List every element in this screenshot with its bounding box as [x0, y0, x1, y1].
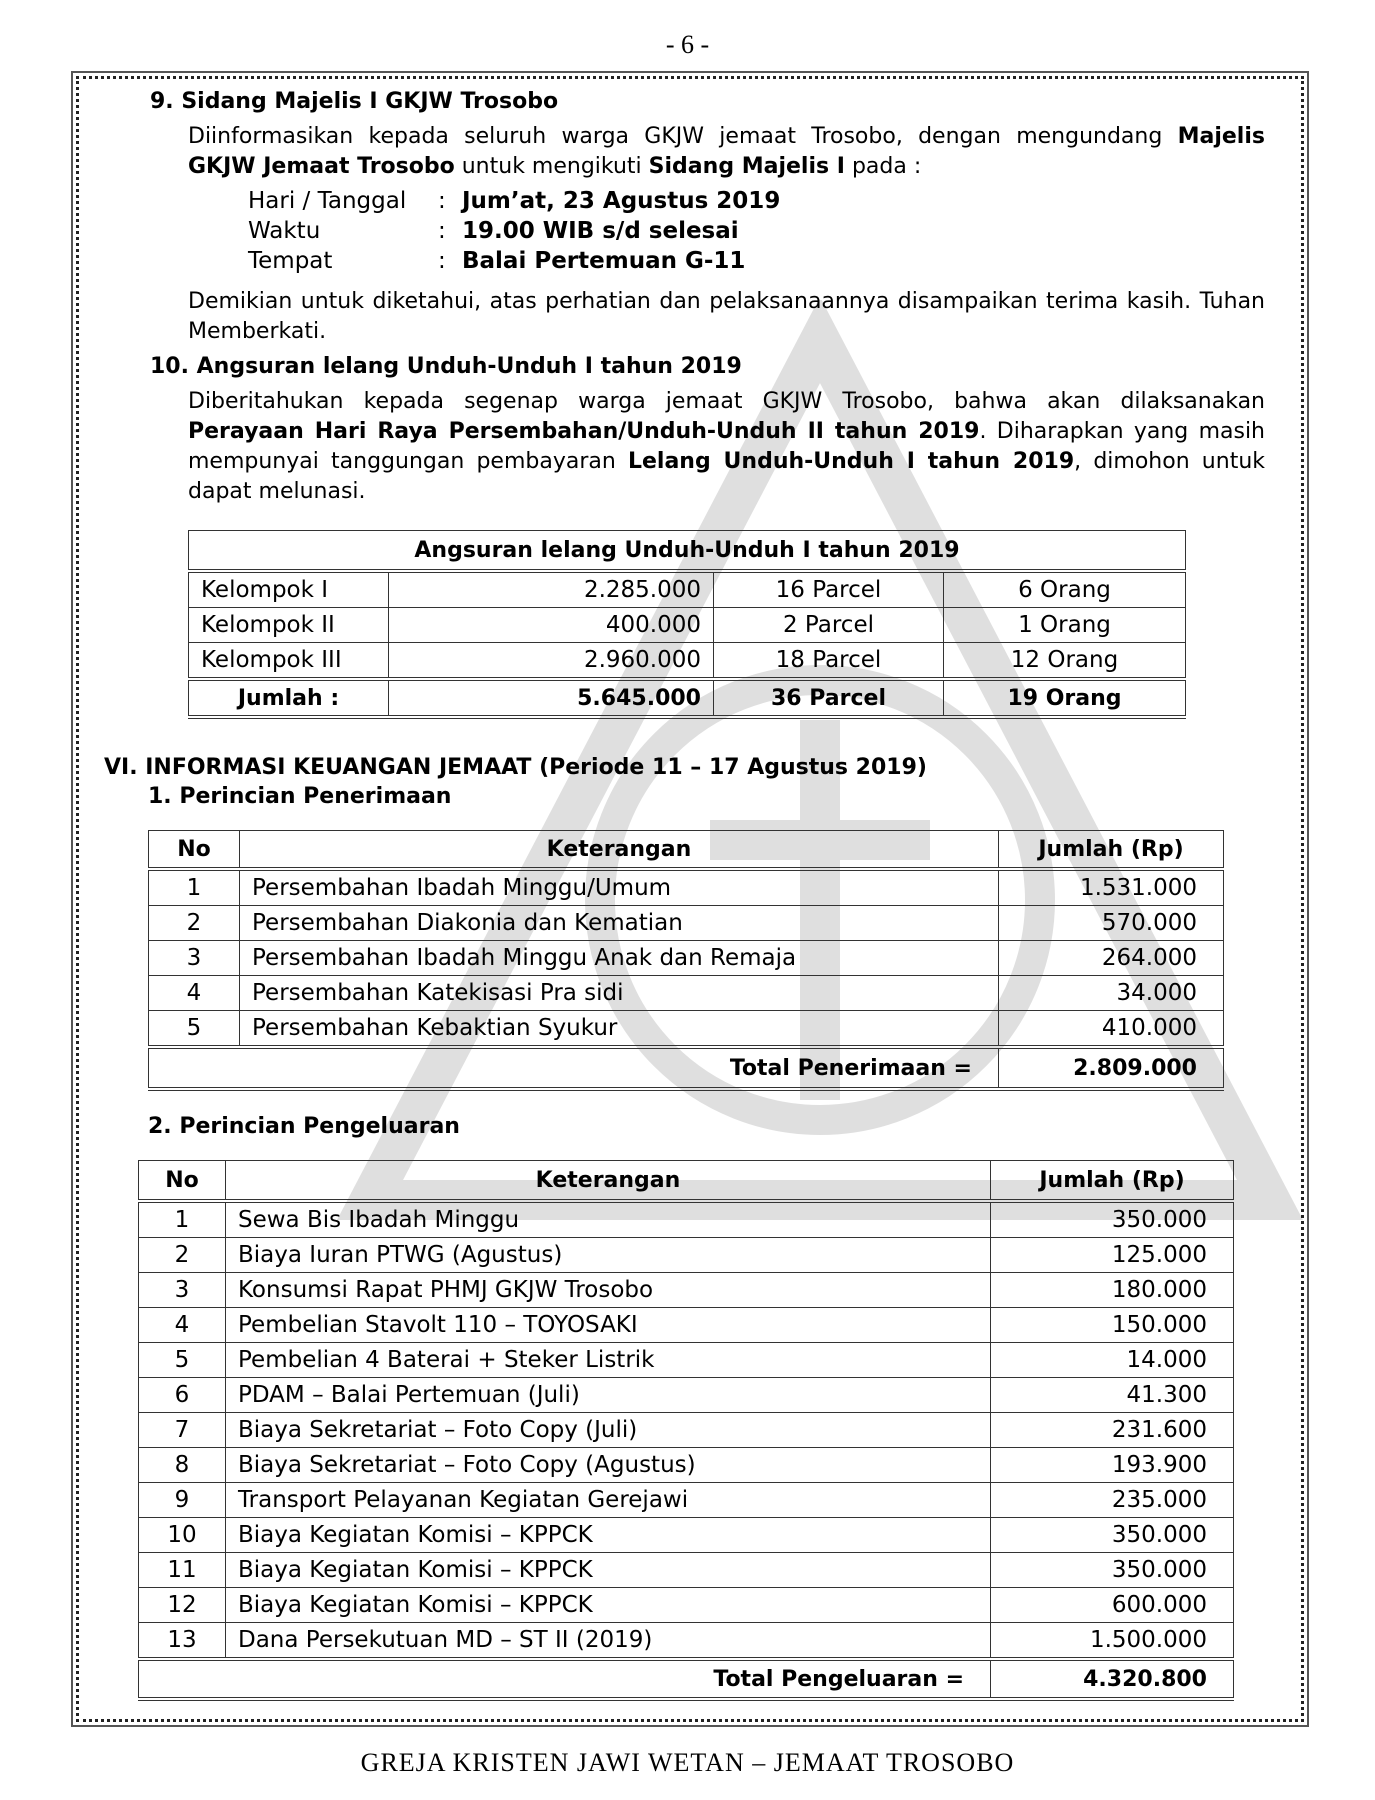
row-amount: 150.000: [991, 1308, 1234, 1343]
row-no: 5: [149, 1011, 240, 1048]
table-row: [139, 1448, 1234, 1483]
pengeluaran-heading: 2. Perincian Pengeluaran: [148, 1114, 460, 1139]
paragraph-text: , dimohon untuk dapat melunasi.: [188, 449, 1265, 504]
total-amount: 4.320.800: [991, 1659, 1234, 1699]
row-desc: Pembelian Stavolt 110 – TOYOSAKI: [226, 1308, 991, 1343]
total-label: Jumlah :: [189, 679, 389, 717]
table-row: [139, 1518, 1234, 1553]
table-total-row: [189, 679, 1186, 717]
row-desc: Biaya Sekretariat – Foto Copy (Agustus): [226, 1448, 991, 1483]
row-amount: 1.500.000: [991, 1623, 1234, 1660]
header-jumlah: Jumlah (Rp): [999, 831, 1224, 870]
row-amount: 350.000: [991, 1553, 1234, 1588]
row-no: 13: [139, 1623, 226, 1660]
section-10-heading: 10. Angsuran lelang Unduh-Unduh I tahun 2019: [150, 354, 742, 379]
detail-label: Tempat: [248, 248, 333, 274]
section-10-paragraph: [188, 387, 1265, 507]
row-desc: Pembelian 4 Baterai + Steker Listrik: [226, 1343, 991, 1378]
table-row: [139, 1553, 1234, 1588]
row-no: 1: [149, 869, 240, 906]
section-6-heading: VI. INFORMASI KEUANGAN JEMAAT (Periode 11 – 17 Agustus 2019): [104, 755, 927, 780]
header-no: No: [139, 1161, 226, 1202]
row-amount: 193.900: [991, 1448, 1234, 1483]
parcel-cell: 16 Parcel: [714, 571, 944, 608]
total-label: Total Penerimaan =: [149, 1047, 999, 1089]
detail-separator: :: [438, 188, 446, 214]
section-9-heading: 9. Sidang Majelis I GKJW Trosobo: [150, 89, 559, 114]
table-row: [139, 1413, 1234, 1448]
row-desc: Persembahan Ibadah Minggu Anak dan Remaja: [240, 941, 999, 976]
row-amount: 231.600: [991, 1413, 1234, 1448]
row-desc: Dana Persekutuan MD – ST II (2019): [226, 1623, 991, 1660]
table-row: [139, 1378, 1234, 1413]
paragraph-bold-text: Sidang Majelis I: [648, 154, 845, 179]
detail-label: Hari / Tanggal: [248, 188, 407, 214]
row-no: 6: [139, 1378, 226, 1413]
table-row: [149, 976, 1224, 1011]
row-desc: Biaya Sekretariat – Foto Copy (Juli): [226, 1413, 991, 1448]
table-row: [139, 1343, 1234, 1378]
row-no: 10: [139, 1518, 226, 1553]
paragraph-text: untuk mengikuti: [454, 154, 649, 179]
lelang-table: [188, 530, 1186, 719]
row-amount: 1.531.000: [999, 869, 1224, 906]
header-keterangan: Keterangan: [240, 831, 999, 870]
paragraph-bold-text: Majelis GKJW Jemaat Trosobo: [188, 124, 1265, 179]
table-row: [139, 1308, 1234, 1343]
page-number: - 6 -: [665, 30, 710, 59]
group-cell: Kelompok III: [189, 643, 389, 680]
row-no: 2: [139, 1238, 226, 1273]
table-row: [189, 643, 1186, 680]
section-9-paragraph: [188, 122, 1265, 182]
table-row: [139, 1201, 1234, 1238]
row-amount: 570.000: [999, 906, 1224, 941]
table-row: [149, 869, 1224, 906]
row-desc: Persembahan Diakonia dan Kematian: [240, 906, 999, 941]
people-cell: 1 Orang: [944, 608, 1186, 643]
row-no: 3: [139, 1273, 226, 1308]
paragraph-text: Diinformasikan kepada seluruh warga GKJW jemaat Trosobo, dengan mengundang: [188, 124, 1178, 149]
row-desc: Biaya Kegiatan Komisi – KPPCK: [226, 1518, 991, 1553]
table-row: [139, 1238, 1234, 1273]
table-row: [139, 1273, 1234, 1308]
header-keterangan: Keterangan: [226, 1161, 991, 1202]
row-desc: Persembahan Ibadah Minggu/Umum: [240, 869, 999, 906]
row-amount: 34.000: [999, 976, 1224, 1011]
row-no: 8: [139, 1448, 226, 1483]
row-desc: Persembahan Kebaktian Syukur: [240, 1011, 999, 1048]
row-amount: 264.000: [999, 941, 1224, 976]
amount-cell: 2.285.000: [389, 571, 714, 608]
penerimaan-heading: 1. Perincian Penerimaan: [148, 784, 452, 809]
total-people: 19 Orang: [944, 679, 1186, 717]
row-desc: Konsumsi Rapat PHMJ GKJW Trosobo: [226, 1273, 991, 1308]
table-row: [139, 1588, 1234, 1623]
total-amount: 2.809.000: [999, 1047, 1224, 1089]
row-no: 2: [149, 906, 240, 941]
table-title-row: [189, 531, 1186, 572]
row-no: 4: [139, 1308, 226, 1343]
detail-value: Jum’at, 23 Agustus 2019: [462, 188, 781, 214]
row-no: 5: [139, 1343, 226, 1378]
row-amount: 41.300: [991, 1378, 1234, 1413]
row-desc: Persembahan Katekisasi Pra sidi: [240, 976, 999, 1011]
parcel-cell: 18 Parcel: [714, 643, 944, 680]
table-total-row: [139, 1659, 1234, 1699]
table-row: [149, 941, 1224, 976]
parcel-cell: 2 Parcel: [714, 608, 944, 643]
table-total-row: [149, 1047, 1224, 1089]
row-amount: 125.000: [991, 1238, 1234, 1273]
detail-row-date: [248, 188, 780, 214]
row-no: 12: [139, 1588, 226, 1623]
row-desc: Sewa Bis Ibadah Minggu: [226, 1201, 991, 1238]
people-cell: 12 Orang: [944, 643, 1186, 680]
amount-cell: 400.000: [389, 608, 714, 643]
footer-text: GREJA KRISTEN JAWI WETAN – JEMAAT TROSOBO: [360, 1748, 1015, 1777]
header-no: No: [149, 831, 240, 870]
detail-label: Waktu: [248, 218, 321, 244]
total-amount: 5.645.000: [389, 679, 714, 717]
table-header-row: [149, 831, 1224, 870]
row-amount: 350.000: [991, 1201, 1234, 1238]
table-row: [139, 1483, 1234, 1518]
total-parcel: 36 Parcel: [714, 679, 944, 717]
table-title: Angsuran lelang Unduh-Unduh I tahun 2019: [189, 531, 1186, 572]
detail-separator: :: [438, 248, 446, 274]
table-row: [139, 1623, 1234, 1660]
detail-separator: :: [438, 218, 446, 244]
row-amount: 14.000: [991, 1343, 1234, 1378]
pengeluaran-table: [138, 1160, 1234, 1701]
paragraph-text: Diberitahukan kepada segenap warga jemaat GKJW Trosobo, bahwa akan dilaksanakan: [188, 389, 1265, 414]
row-amount: 350.000: [991, 1518, 1234, 1553]
row-no: 3: [149, 941, 240, 976]
row-desc: PDAM – Balai Pertemuan (Juli): [226, 1378, 991, 1413]
row-no: 7: [139, 1413, 226, 1448]
paragraph-text: pada :: [844, 154, 922, 179]
detail-value: Balai Pertemuan G-11: [462, 248, 746, 274]
penerimaan-table: [148, 830, 1224, 1091]
table-row: [149, 906, 1224, 941]
header-jumlah: Jumlah (Rp): [991, 1161, 1234, 1202]
paragraph-text: . Diharapkan yang masih mempunyai tanggungan pembayaran: [188, 419, 1265, 474]
row-no: 4: [149, 976, 240, 1011]
row-amount: 600.000: [991, 1588, 1234, 1623]
total-label: Total Pengeluaran =: [139, 1659, 991, 1699]
row-no: 11: [139, 1553, 226, 1588]
group-cell: Kelompok I: [189, 571, 389, 608]
row-amount: 235.000: [991, 1483, 1234, 1518]
paragraph-bold-text: Lelang Unduh-Unduh I tahun 2019: [627, 449, 1075, 474]
table-row: [189, 608, 1186, 643]
section-9-closing: Demikian untuk diketahui, atas perhatian dan pelaksanaannya disampaikan terima kasih. Tuhan Memberkati.: [188, 289, 1265, 344]
row-desc: Biaya Iuran PTWG (Agustus): [226, 1238, 991, 1273]
row-desc: Transport Pelayanan Kegiatan Gerejawi: [226, 1483, 991, 1518]
row-no: 9: [139, 1483, 226, 1518]
row-amount: 410.000: [999, 1011, 1224, 1048]
row-desc: Biaya Kegiatan Komisi – KPPCK: [226, 1553, 991, 1588]
table-row: [149, 1011, 1224, 1048]
detail-value: 19.00 WIB s/d selesai: [462, 218, 739, 244]
row-no: 1: [139, 1201, 226, 1238]
people-cell: 6 Orang: [944, 571, 1186, 608]
detail-row-place: [248, 248, 745, 274]
table-row: [189, 571, 1186, 608]
amount-cell: 2.960.000: [389, 643, 714, 680]
paragraph-bold-text: Perayaan Hari Raya Persembahan/Unduh-Unduh II tahun 2019: [188, 419, 980, 444]
row-desc: Biaya Kegiatan Komisi – KPPCK: [226, 1588, 991, 1623]
group-cell: Kelompok II: [189, 608, 389, 643]
row-amount: 180.000: [991, 1273, 1234, 1308]
table-header-row: [139, 1161, 1234, 1202]
detail-row-time: [248, 218, 739, 244]
